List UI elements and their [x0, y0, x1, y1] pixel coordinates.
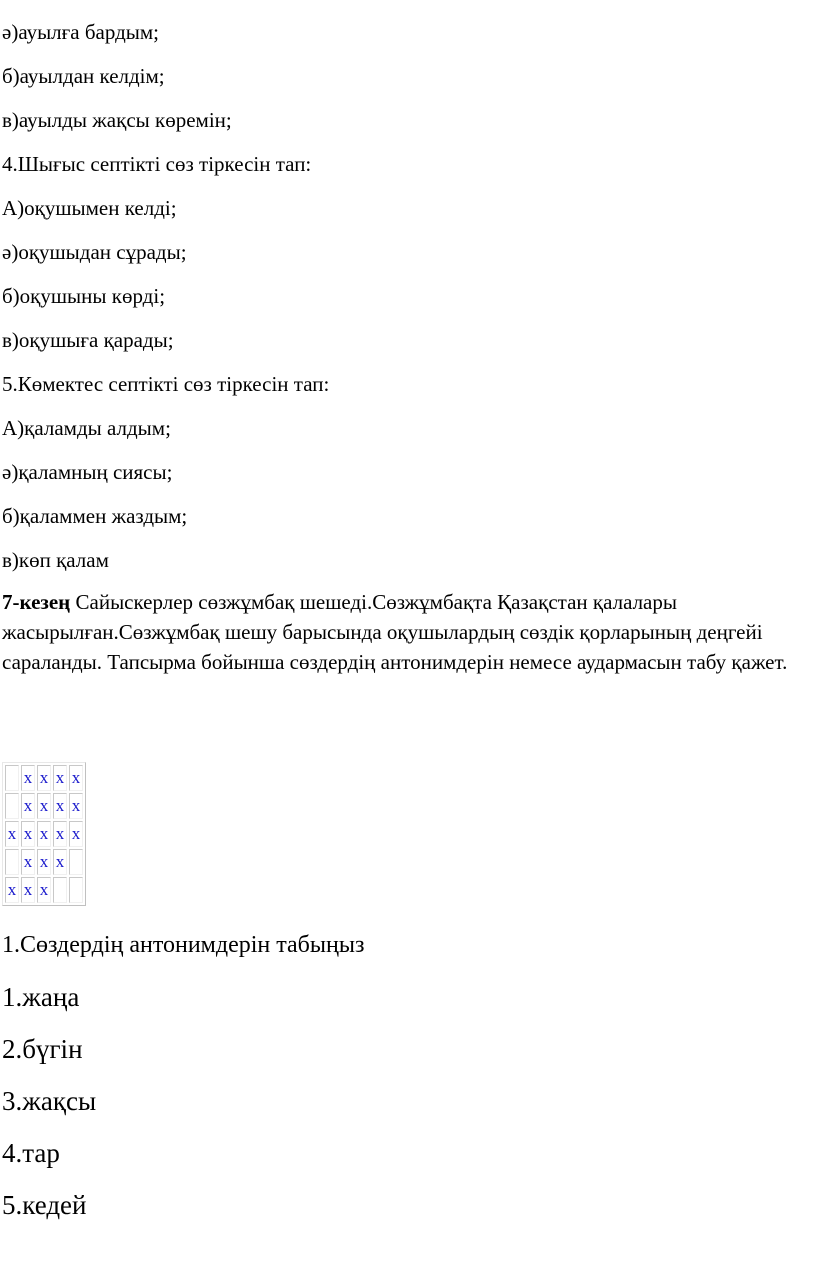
crossword-row — [5, 793, 83, 819]
answer-option: А)қаламды алдым; — [2, 416, 171, 440]
answer-option: б)ауылдан келдім; — [2, 64, 165, 88]
word-item: 1.жаңа — [2, 982, 80, 1012]
answer-option: в)оқушыға қарады; — [2, 328, 174, 352]
crossword-cell[interactable]: x — [37, 877, 51, 903]
crossword-cell[interactable] — [53, 877, 67, 903]
question-text: 4.Шығыс септікті сөз тіркесін тап: — [2, 152, 312, 176]
answer-option: ә)оқушыдан сұрады; — [2, 240, 187, 264]
stage-text: Сайыскерлер сөзжұмбақ шешеді.Сөзжұмбақта Қазақстан қалалары жасырылған.Сөзжұмбақ шешу барысында оқушылардың сөздік қорларының деңгейі сараланды. Тапсырма бойынша сөздердің антонимдерін немесе аудармасын табу қажет. — [2, 590, 788, 674]
answer-option: ә)қаламның сиясы; — [2, 460, 173, 484]
word-item: 4.тар — [2, 1138, 60, 1168]
crossword-cell[interactable] — [5, 793, 19, 819]
crossword-cell[interactable]: x — [69, 765, 83, 791]
crossword-cell[interactable]: x — [53, 849, 67, 875]
crossword-row — [5, 821, 83, 847]
stage-paragraph — [2, 587, 802, 677]
crossword-cell[interactable] — [5, 849, 19, 875]
stage-label: 7-кезең — [2, 590, 71, 614]
crossword-cell[interactable]: x — [37, 849, 51, 875]
crossword-cell[interactable]: x — [21, 877, 35, 903]
crossword-row — [5, 849, 83, 875]
answer-option: в)көп қалам — [2, 548, 109, 572]
crossword-cell[interactable]: x — [21, 849, 35, 875]
crossword-cell[interactable]: x — [5, 877, 19, 903]
crossword-cell[interactable]: x — [37, 821, 51, 847]
crossword-cell[interactable]: x — [53, 793, 67, 819]
crossword-cell[interactable]: x — [69, 821, 83, 847]
crossword-cell[interactable]: x — [21, 821, 35, 847]
question-text: 5.Көмектес септікті сөз тіркесін тап: — [2, 372, 330, 396]
crossword-row — [5, 765, 83, 791]
crossword-cell[interactable]: x — [5, 821, 19, 847]
crossword-cell[interactable] — [69, 849, 83, 875]
word-item: 2.бүгін — [2, 1034, 83, 1064]
crossword-grid — [2, 762, 86, 906]
answer-option: А)оқушымен келді; — [2, 196, 177, 220]
crossword-cell[interactable] — [69, 877, 83, 903]
task-title: 1.Сөздердің антонимдерін табыңыз — [2, 932, 365, 958]
crossword-cell[interactable]: x — [53, 765, 67, 791]
crossword-cell[interactable]: x — [21, 765, 35, 791]
answer-option: в)ауылды жақсы көремін; — [2, 108, 232, 132]
crossword-cell[interactable]: x — [69, 793, 83, 819]
crossword-cell[interactable]: x — [21, 793, 35, 819]
crossword-cell[interactable]: x — [53, 821, 67, 847]
crossword-cell[interactable]: x — [37, 793, 51, 819]
crossword-cell[interactable]: x — [37, 765, 51, 791]
word-item: 3.жақсы — [2, 1086, 97, 1116]
crossword-cell[interactable] — [5, 765, 19, 791]
answer-option: б)қаламмен жаздым; — [2, 504, 188, 528]
word-item: 5.кедей — [2, 1190, 87, 1220]
answer-option: ә)ауылға бардым; — [2, 20, 159, 44]
answer-option: б)оқушыны көрді; — [2, 284, 166, 308]
crossword-row — [5, 877, 83, 903]
